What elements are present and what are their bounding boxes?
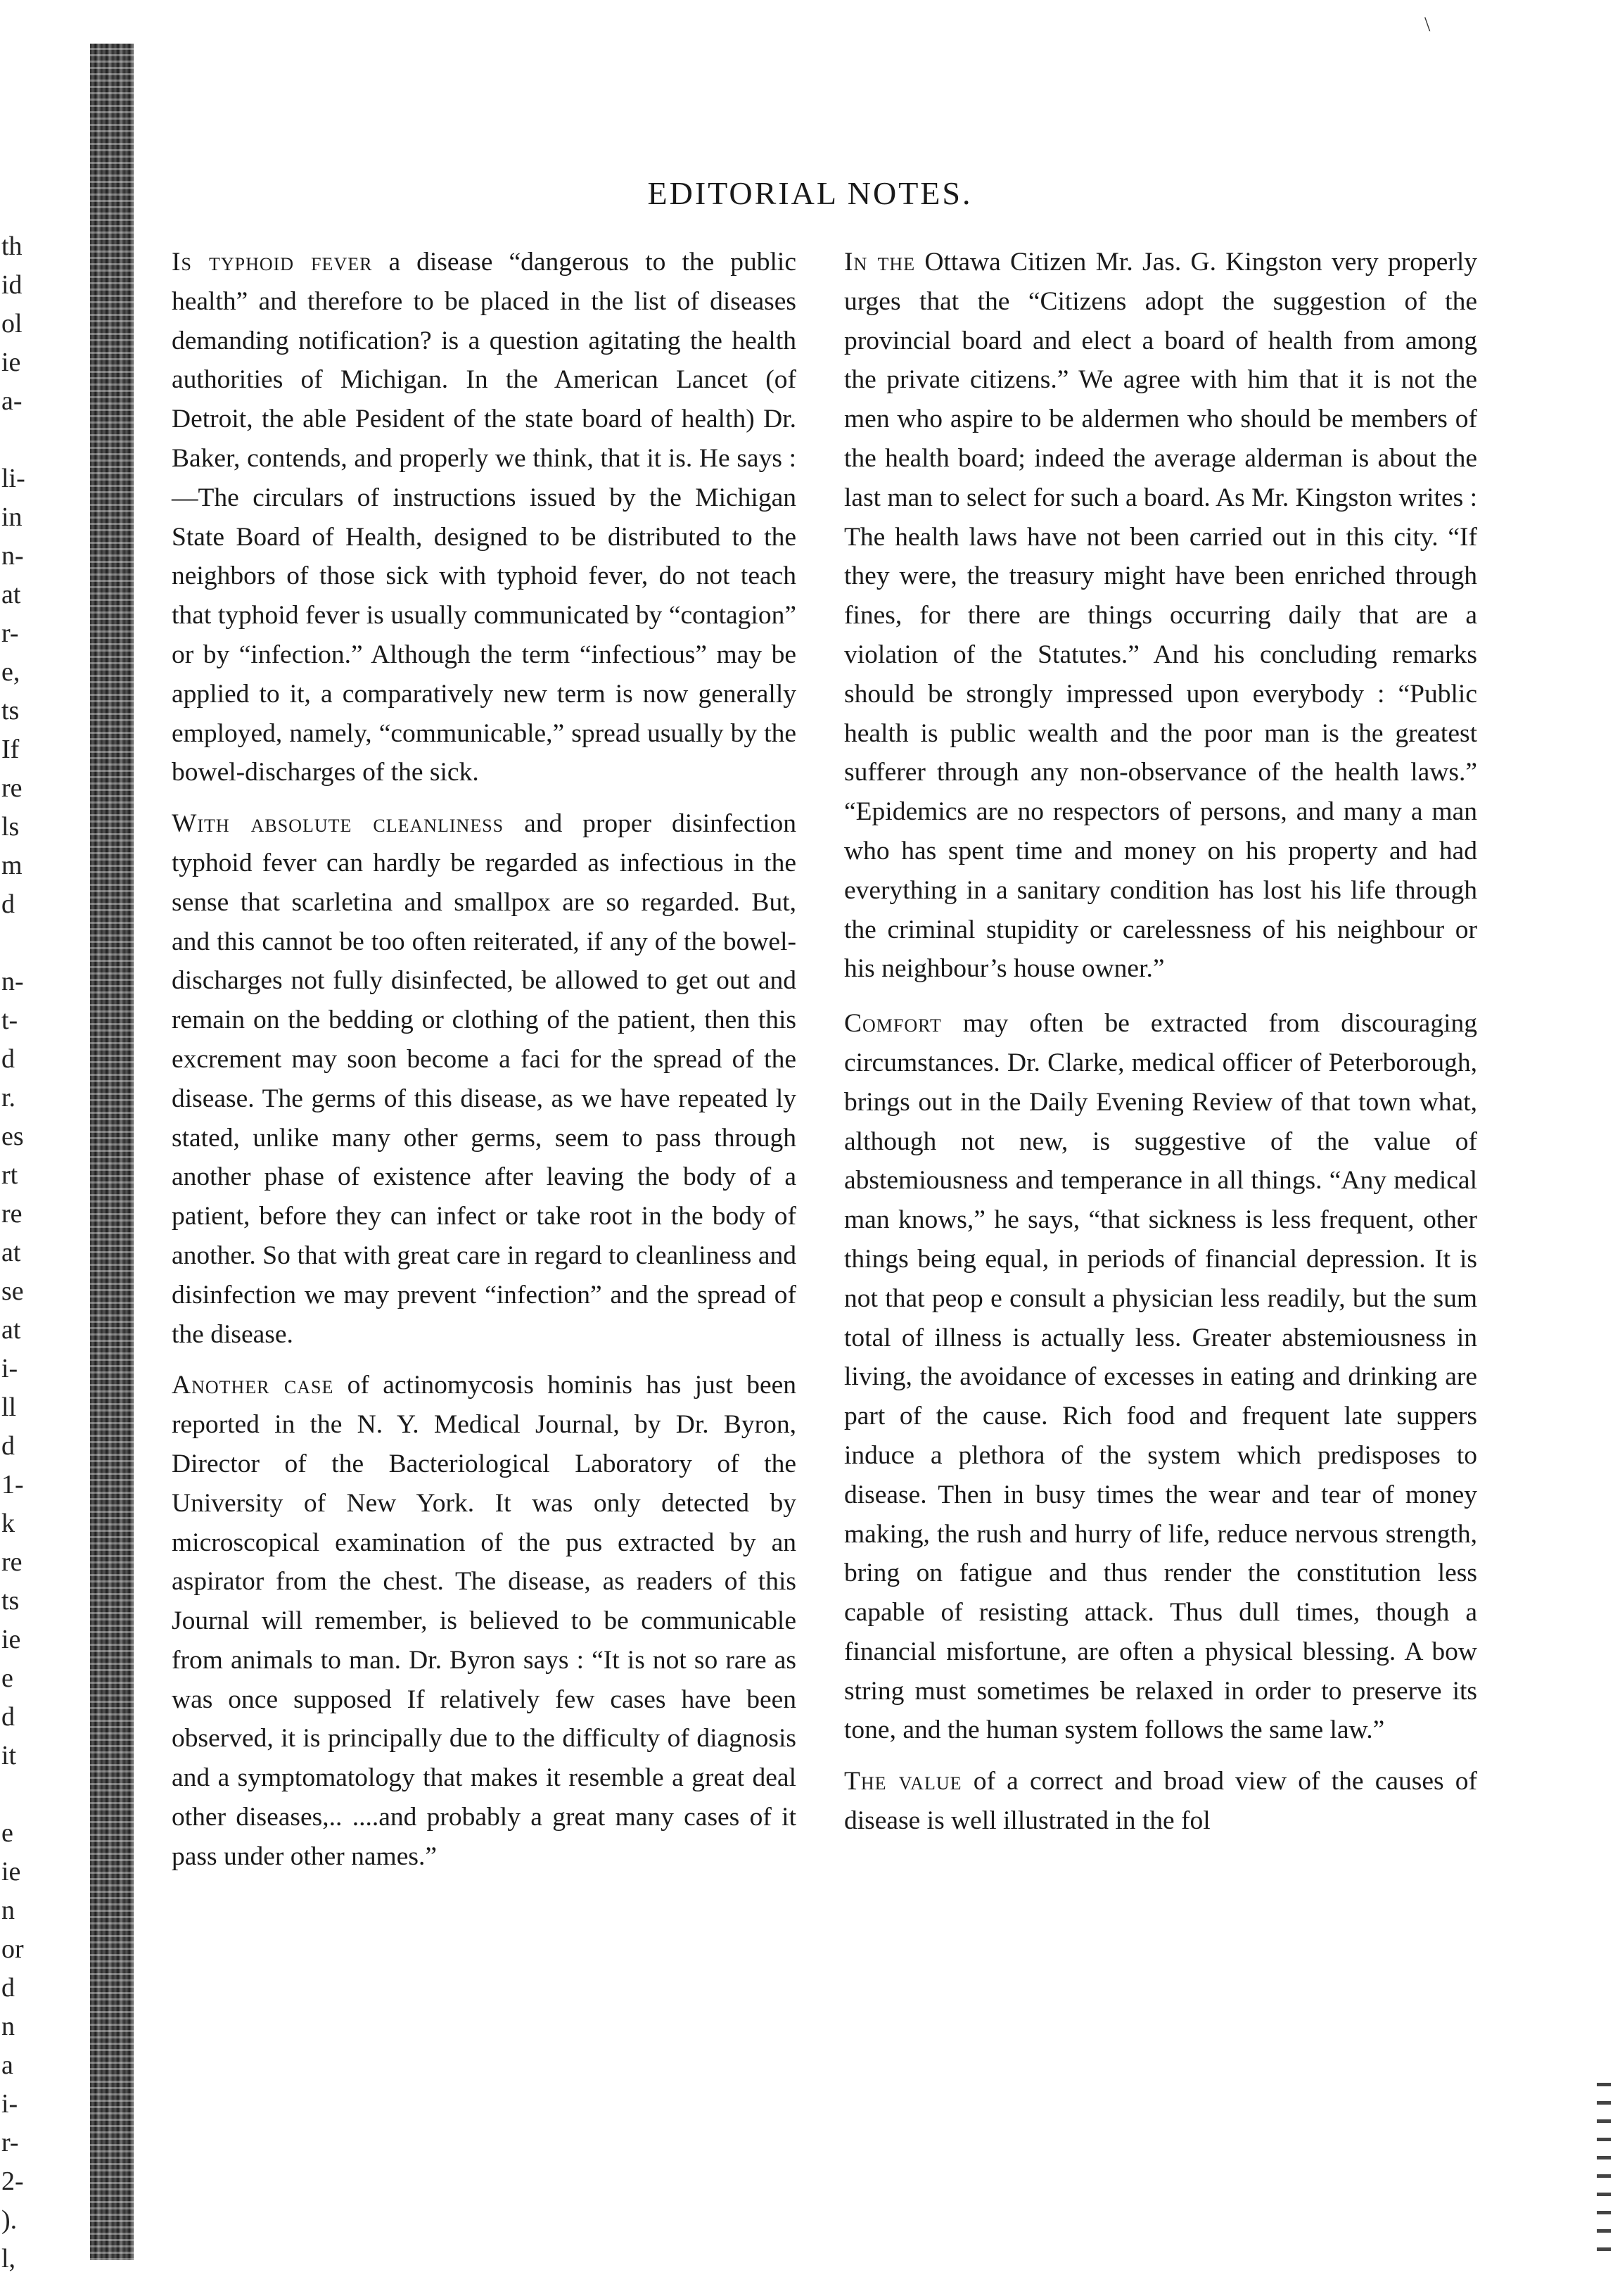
margin-fragment: d (1, 1044, 15, 1074)
margin-fragment: r. (1, 1083, 16, 1112)
margin-fragment: it (1, 1741, 17, 1770)
margin-fragment: or (1, 1934, 24, 1964)
margin-fragment: se (1, 1276, 24, 1306)
paragraph-text: of actinomycosis hominis has just been reported in the N. Y. Medical Journal, by Dr. Byron, Director of the Bacteriological Laboratory of the University of New York. It was only detected by microscopical examination of the pus extracted by an aspirator from the chest. The disease, as readers of this Journal will remember, is believed to be communicable from animals to man. Dr. Byron says : “It is not so rare as was once supposed If relatively few cases have been observed, it is principally due to the difficulty of diagnosis and a symptomatology that makes it resemble a great deal other diseases,.. ....and probably a great many cases of it pass under other names.” (172, 1371, 796, 1871)
margin-fragment: i- (1, 2089, 18, 2119)
paragraph-comfort (844, 1004, 1477, 1750)
margin-fragment: d (1, 1973, 15, 2003)
margin-fragment: at (1, 580, 21, 609)
paragraph-text: may often be extracted from discouraging circumstances. Dr. Clarke, medical officer of Peterborough, brings out in the Daily Evening Review of that town what, although not new, is suggestive of the value of abstemiousness and temperance in all things. “Any medical man knows,” he says, “that sickness is less frequent, other things being equal, in periods of financial depression. It is not that peop e consult a physician less readily, but the sum total of illness is actually less. Greater abstemiousness in living, the avoidance of excesses in eating and drinking are part of the cause. Rich food and frequent late suppers induce a plethora of the system which predisposes to disease. Then in busy times the wear and tear of money making, the rush and hurry of life, reduce nervous strength, bring on fatigue and thus render the constitution less capable of resisting attack. Thus dull times, though a financial misfortune, are often a physical blessing. A bow string must sometimes be relaxed in order to preserve its tone, and the human system follows the same law.” (844, 1009, 1477, 1745)
margin-fragment: i- (1, 1354, 18, 1383)
margin-fragment: t- (1, 1006, 18, 1035)
margin-fragment: ie (1, 348, 21, 377)
paragraph-ottawa-citizen (844, 243, 1477, 989)
paragraph-lead: Another case (172, 1371, 334, 1400)
margin-fragment: ie (1, 1857, 21, 1886)
margin-fragment: re (1, 773, 23, 803)
margin-fragment: rt (1, 1160, 18, 1190)
margin-fragment: a- (1, 386, 23, 416)
margin-fragment: n- (1, 541, 24, 571)
margin-fragment: e (1, 1818, 13, 1848)
margin-fragment: n- (1, 967, 24, 996)
margin-fragment: 2- (1, 2167, 24, 2196)
margin-fragment: e (1, 1663, 13, 1693)
margin-fragment: at (1, 1238, 21, 1267)
margin-fragment: n (1, 1896, 15, 1925)
margin-fragment: d (1, 889, 15, 919)
margin-fragment: ll (1, 1393, 17, 1422)
top-mark: \ (1424, 13, 1431, 36)
book-binding-edge (90, 44, 134, 2260)
margin-fragment: k (1, 1509, 15, 1538)
margin-fragment: l, (1, 2244, 16, 2273)
margin-fragment: ts (1, 1586, 20, 1616)
margin-fragment: 1- (1, 1470, 24, 1499)
paragraph-text: a disease “dangerous to the public health” and therefore to be placed in the list of diseases demanding notification? is a question agitating the health authorities of Michigan. In the American Lancet (of Detroit, the able Pesident of the state board of health) Dr. Baker, contends, and properly we think, that it is. He says :—The circulars of instructions issued by the Michigan State Board of Health, designed to be distributed to the neighbors of those sick with typhoid fever, do not teach that typhoid fever is usually communicated by “contagion” or by “infection.” Although the term “infectious” may be applied to it, a comparatively new term is now generally employed, namely, “communicable,” spread usually by the bowel-discharges of the sick. (172, 248, 796, 787)
margin-fragment: a (1, 2050, 13, 2080)
margin-fragment: id (1, 270, 23, 300)
margin-fragment: th (1, 231, 23, 261)
paragraph-actinomycosis (172, 1366, 796, 1876)
right-edge-marks (1597, 2083, 1611, 2266)
paragraph-text: of a correct and broad view of the causes of disease is well illustrated in the fol (844, 1767, 1477, 1836)
margin-fragment: in (1, 502, 23, 532)
margin-fragment: r- (1, 2128, 19, 2157)
margin-fragment: ts (1, 696, 20, 725)
paragraph-text: and proper disinfection typhoid fever can hardly be regarded as infectious in the sense that scarletina and smallpox are so regarded. But, and this cannot be too often reiterated, if any of the bowel-discharges not fully disinfected, be allowed to get out and remain on the bedding or clothing of the patient, then this excrement may soon become a faci for the spread of the disease. The germs of this disease, as we have repeated ly stated, unlike many other germs, seem to pass through another phase of existence after leaving the body of a patient, before they can infect or take root in the body of another. So that with great care in regard to cleanliness and disinfection we may prevent “infection” and the spread of the disease. (172, 809, 797, 1349)
margin-fragment: ls (1, 812, 20, 842)
paragraph-lead: The value (844, 1767, 962, 1796)
margin-fragment: d (1, 1431, 15, 1461)
paragraph-cleanliness (172, 804, 796, 1354)
paragraph-lead: With absolute cleanliness (172, 809, 504, 839)
margin-fragment: li- (1, 464, 25, 493)
margin-fragment: e, (1, 657, 20, 687)
paragraph-lead: Comfort (844, 1009, 942, 1039)
paragraph-typhoid-fever (172, 243, 796, 792)
margin-fragment: m (1, 851, 23, 880)
margin-fragment: es (1, 1122, 24, 1151)
right-column (844, 243, 1477, 1853)
margin-fragment: r- (1, 619, 19, 648)
margin-fragment: n (1, 2012, 15, 2041)
margin-fragment: d (1, 1702, 15, 1732)
margin-fragment: re (1, 1547, 23, 1577)
margin-fragment: at (1, 1315, 21, 1345)
margin-fragment: ie (1, 1625, 21, 1654)
left-column (172, 243, 796, 1889)
margin-fragment: If (1, 735, 20, 764)
paragraph-lead: In the (844, 248, 916, 277)
paragraph-text: Ottawa Citizen Mr. Jas. G. Kingston very properly urges that the “Citizens adopt the suggestion of the provincial board and elect a board of health from among the private citizens.” We agree with him that it is not the men who aspire to be aldermen who should be members of the health board; indeed the average alderman is about the last man to select for such a board. As Mr. Kingston writes : The health laws have not been carried out in this city. “If they were, the treasury might have been enriched through fines, for there are things occurring daily that are a violation of the Statutes.” And his concluding remarks should be strongly impressed upon everybody : “Public health is public wealth and the poor man is the greatest sufferer through any non-observance of the health laws.” “Epidemics are no respectors of persons, and many a man who has spent time and money on his property and had everything in a sanitary condition has lost his life through the criminal stupidity or carelessness of his neighbour or his neighbour’s house owner.” (844, 248, 1478, 984)
paragraph-lead: Is typhoid fever (172, 248, 373, 277)
margin-fragment: re (1, 1199, 23, 1229)
paragraph-value-of-view (844, 1762, 1477, 1841)
page-title: EDITORIAL NOTES. (647, 175, 973, 211)
margin-fragment: ). (1, 2205, 18, 2235)
margin-fragment: ol (1, 309, 23, 338)
